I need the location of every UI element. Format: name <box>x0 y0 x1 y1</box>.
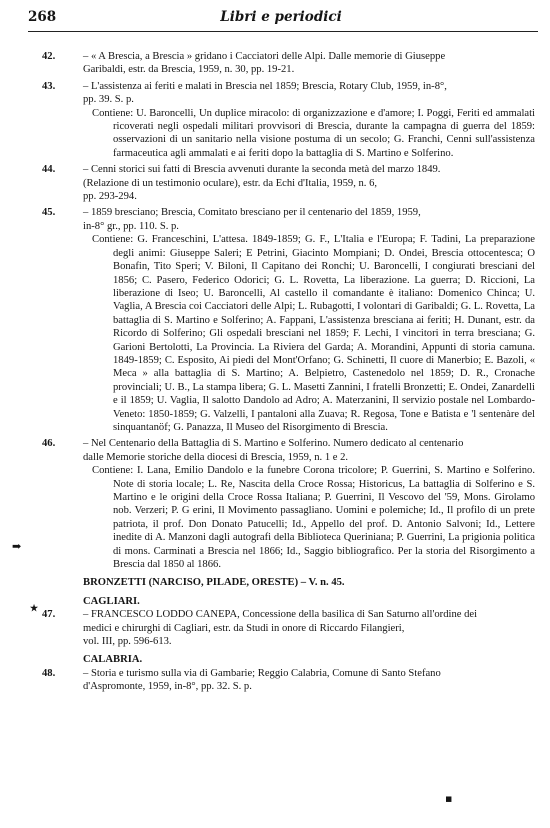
entry-line: Garibaldi, estr. da Brescia, 1959, n. 30, pp. 19-21. <box>83 64 295 76</box>
entry-44 <box>14 163 535 203</box>
entry-number: 44. <box>42 164 56 176</box>
margin-arrow-mark: ➡ <box>12 540 22 553</box>
entry-line: – FRANCESCO LODDO CANEPA, Concessione della basilica di San Saturno all'ordine dei <box>83 609 478 621</box>
bibliography-list <box>14 50 535 694</box>
entry-line: – Nel Centenario della Battaglia di S. Martino e Solferino. Numero dedicato al centenario <box>83 438 464 450</box>
entry-48 <box>14 667 535 694</box>
entry-line: – « A Brescia, a Brescia » gridano i Cacciatori delle Alpi. Dalle memorie di Giuseppe <box>83 51 446 62</box>
entry-45 <box>14 206 535 233</box>
entry-line: pp. 293-294. <box>83 191 137 203</box>
header-rule <box>28 31 538 32</box>
entry-line: (Relazione di un testimonio oculare), estr. da Echi d'Italia, 1959, n. 6, <box>83 177 378 189</box>
entry-line: vol. III, pp. 596-613. <box>83 636 172 648</box>
entry-number: 42. <box>42 51 56 62</box>
margin-star-mark: ★ <box>30 604 39 614</box>
section-heading-cagliari: CAGLIARI. <box>83 595 140 607</box>
entry-46 <box>14 437 535 464</box>
entry-line: – 1859 bresciano; Brescia, Comitato bresciano per il centenario del 1859, 1959, <box>83 207 421 219</box>
entry-46-contents: Contiene: I. Lana, Emilio Dandolo e la funebre Corona tricolore; P. Guerrini, S. Martino e Solferino. Note di storia locale; L. Re, Nascita della Croce Rossa; Historicus, La battaglia di Solferino e S. Martino e le origini della Croce Rossa Italiana; P. Guerrini, Il Vescovo del '59, Mons. Girolamo nob. Verzeri; P. G erini, Il Movimento passagliano. Uomini e polemiche; Id., Il profilo di un prete patriota, il prof. Don Donato Patucelli; Id., Appello del prof. D. Antonio Salvoni; Id., Lettere inedite di A. Manzoni dagli autografi della Biblioteca Queriniana; P. Guerrini, La prigionia politica di mons. Carminati a Brescia nel 1866; Id., Saggio bibliografico. Per la storia del Risorgimento a Brescia dal 1850 al 1866. <box>92 465 535 571</box>
entry-line: – Storia e turismo sulla via di Gambarie; Reggio Calabria, Comune di Santo Stefano <box>83 667 441 679</box>
entry-43-contents: Contiene: U. Baroncelli, Un duplice miracolo: di organizzazione e d'amore; I. Poggi, Feriti ed ammalati ricoverati negli ospedali militari provvisori di Brescia, durante la campagna di guerra del 1859: osservazioni di un sanitario nella visione postuma di un secolo; G. Franchi, Cenni sull'assistenza farmaceutica agli ammalati e ai feriti dopo la battaglia di S. Martino e Solferino. <box>92 107 535 159</box>
entry-line: in-8° gr., pp. 110. S. p. <box>83 220 179 232</box>
entry-45-contents: Contiene: G. Franceschini, L'attesa. 1849-1859; G. F., L'Italia e l'Europa; F. Tadini, La preparazione degli animi: Giuseppe Saleri; E Petrini, Giacinto Mompiani; D. Ondei, Brescia ottocentesca; O Bonafin, Tito Speri; V. Biloni, Il Capitano dei Ronchi; U. Baroncelli, I congiurati bresciani del 1856; C. Pasero, Federico Odorici; G. L. Rovetta, La liberazione. La guerra; D. Riccioni, La liberazione di Iseo; U. Baroncelli, Al castello il comandante è italiano: Domenico Chinca; U. Vaglia, A Brescia coi Cacciatori delle Alpi; L. Rubagotti, I volontari di Garibaldi; G. L. Rovetta, La battaglia di S. Martino e Solferino; A. Fappani, L'assistenza bresciana ai feriti; H. Dunant, estr. da Ricordo di Solferino; Gli ospedali bresciani nel 1859; F. Lechi, I vincitori in terra bresciana; G. Garioni Bertolotti, La Provincia. La Riviera del Garda; A. Morandini, Appunti di storia camuna. 1849-1859; C. Esposito, Ai piedi del Mont'Orfano; G. Schinetti, Il cuore di Manerbio; E. Bazoli, « Meca » alla battaglia di S. Martino; A. Belpietro, Castenedolo nel 1859; D. R., Cronache provinciali; U. B., La stampa libera; G. L. Masetti Zannini, I fratelli Bronzetti; E. Ondei, Zanardelli e il 1859; U. Vaglia, Il salotto Dandolo ad Adro; A. Materzanini, Il servizio postale nel Lombardo-Veneto: 1850-1859; G. Valzelli, I pantaloni alla Zuava; R. Regosa, Tone e Batista e 'l sentenàre del sinquantanöf; G. Panazza, Il Museo del Risorgimento di Brescia. <box>92 234 535 433</box>
running-title: Libri e periodici <box>220 9 342 25</box>
entry-number: 43. <box>42 80 56 92</box>
margin-ink-mark: ▪ <box>445 792 453 805</box>
entry-number: 46. <box>42 438 56 450</box>
entry-line: d'Aspromonte, 1959, in-8°, pp. 32. S. p. <box>83 681 252 693</box>
entry-line: pp. 39. S. p. <box>83 94 134 106</box>
page-number: 268 <box>28 9 57 25</box>
entry-number: 47. <box>42 609 56 621</box>
entry-47 <box>14 608 535 648</box>
entry-42 <box>14 50 535 77</box>
entry-number: 45. <box>42 207 56 219</box>
entry-43 <box>14 80 535 107</box>
entry-line: – Cenni storici sui fatti di Brescia avvenuti durante la seconda metà del marzo 1849. <box>83 164 441 176</box>
page-header <box>28 9 534 29</box>
entry-line: – L'assistenza ai feriti e malati in Brescia nel 1859; Brescia, Rotary Club, 1959, in-8°, <box>83 80 447 92</box>
entry-number: 48. <box>42 667 56 679</box>
section-heading-calabria: CALABRIA. <box>83 654 143 666</box>
cross-reference: BRONZETTI (NARCISO, PILADE, ORESTE) – V. n. 45. <box>83 577 345 589</box>
entry-line: dalle Memorie storiche della diocesi di Brescia, 1959, n. 1 e 2. <box>83 451 349 463</box>
entry-line: medici e chirurghi di Cagliari, estr. da Studi in onore di Riccardo Filangieri, <box>83 622 405 634</box>
